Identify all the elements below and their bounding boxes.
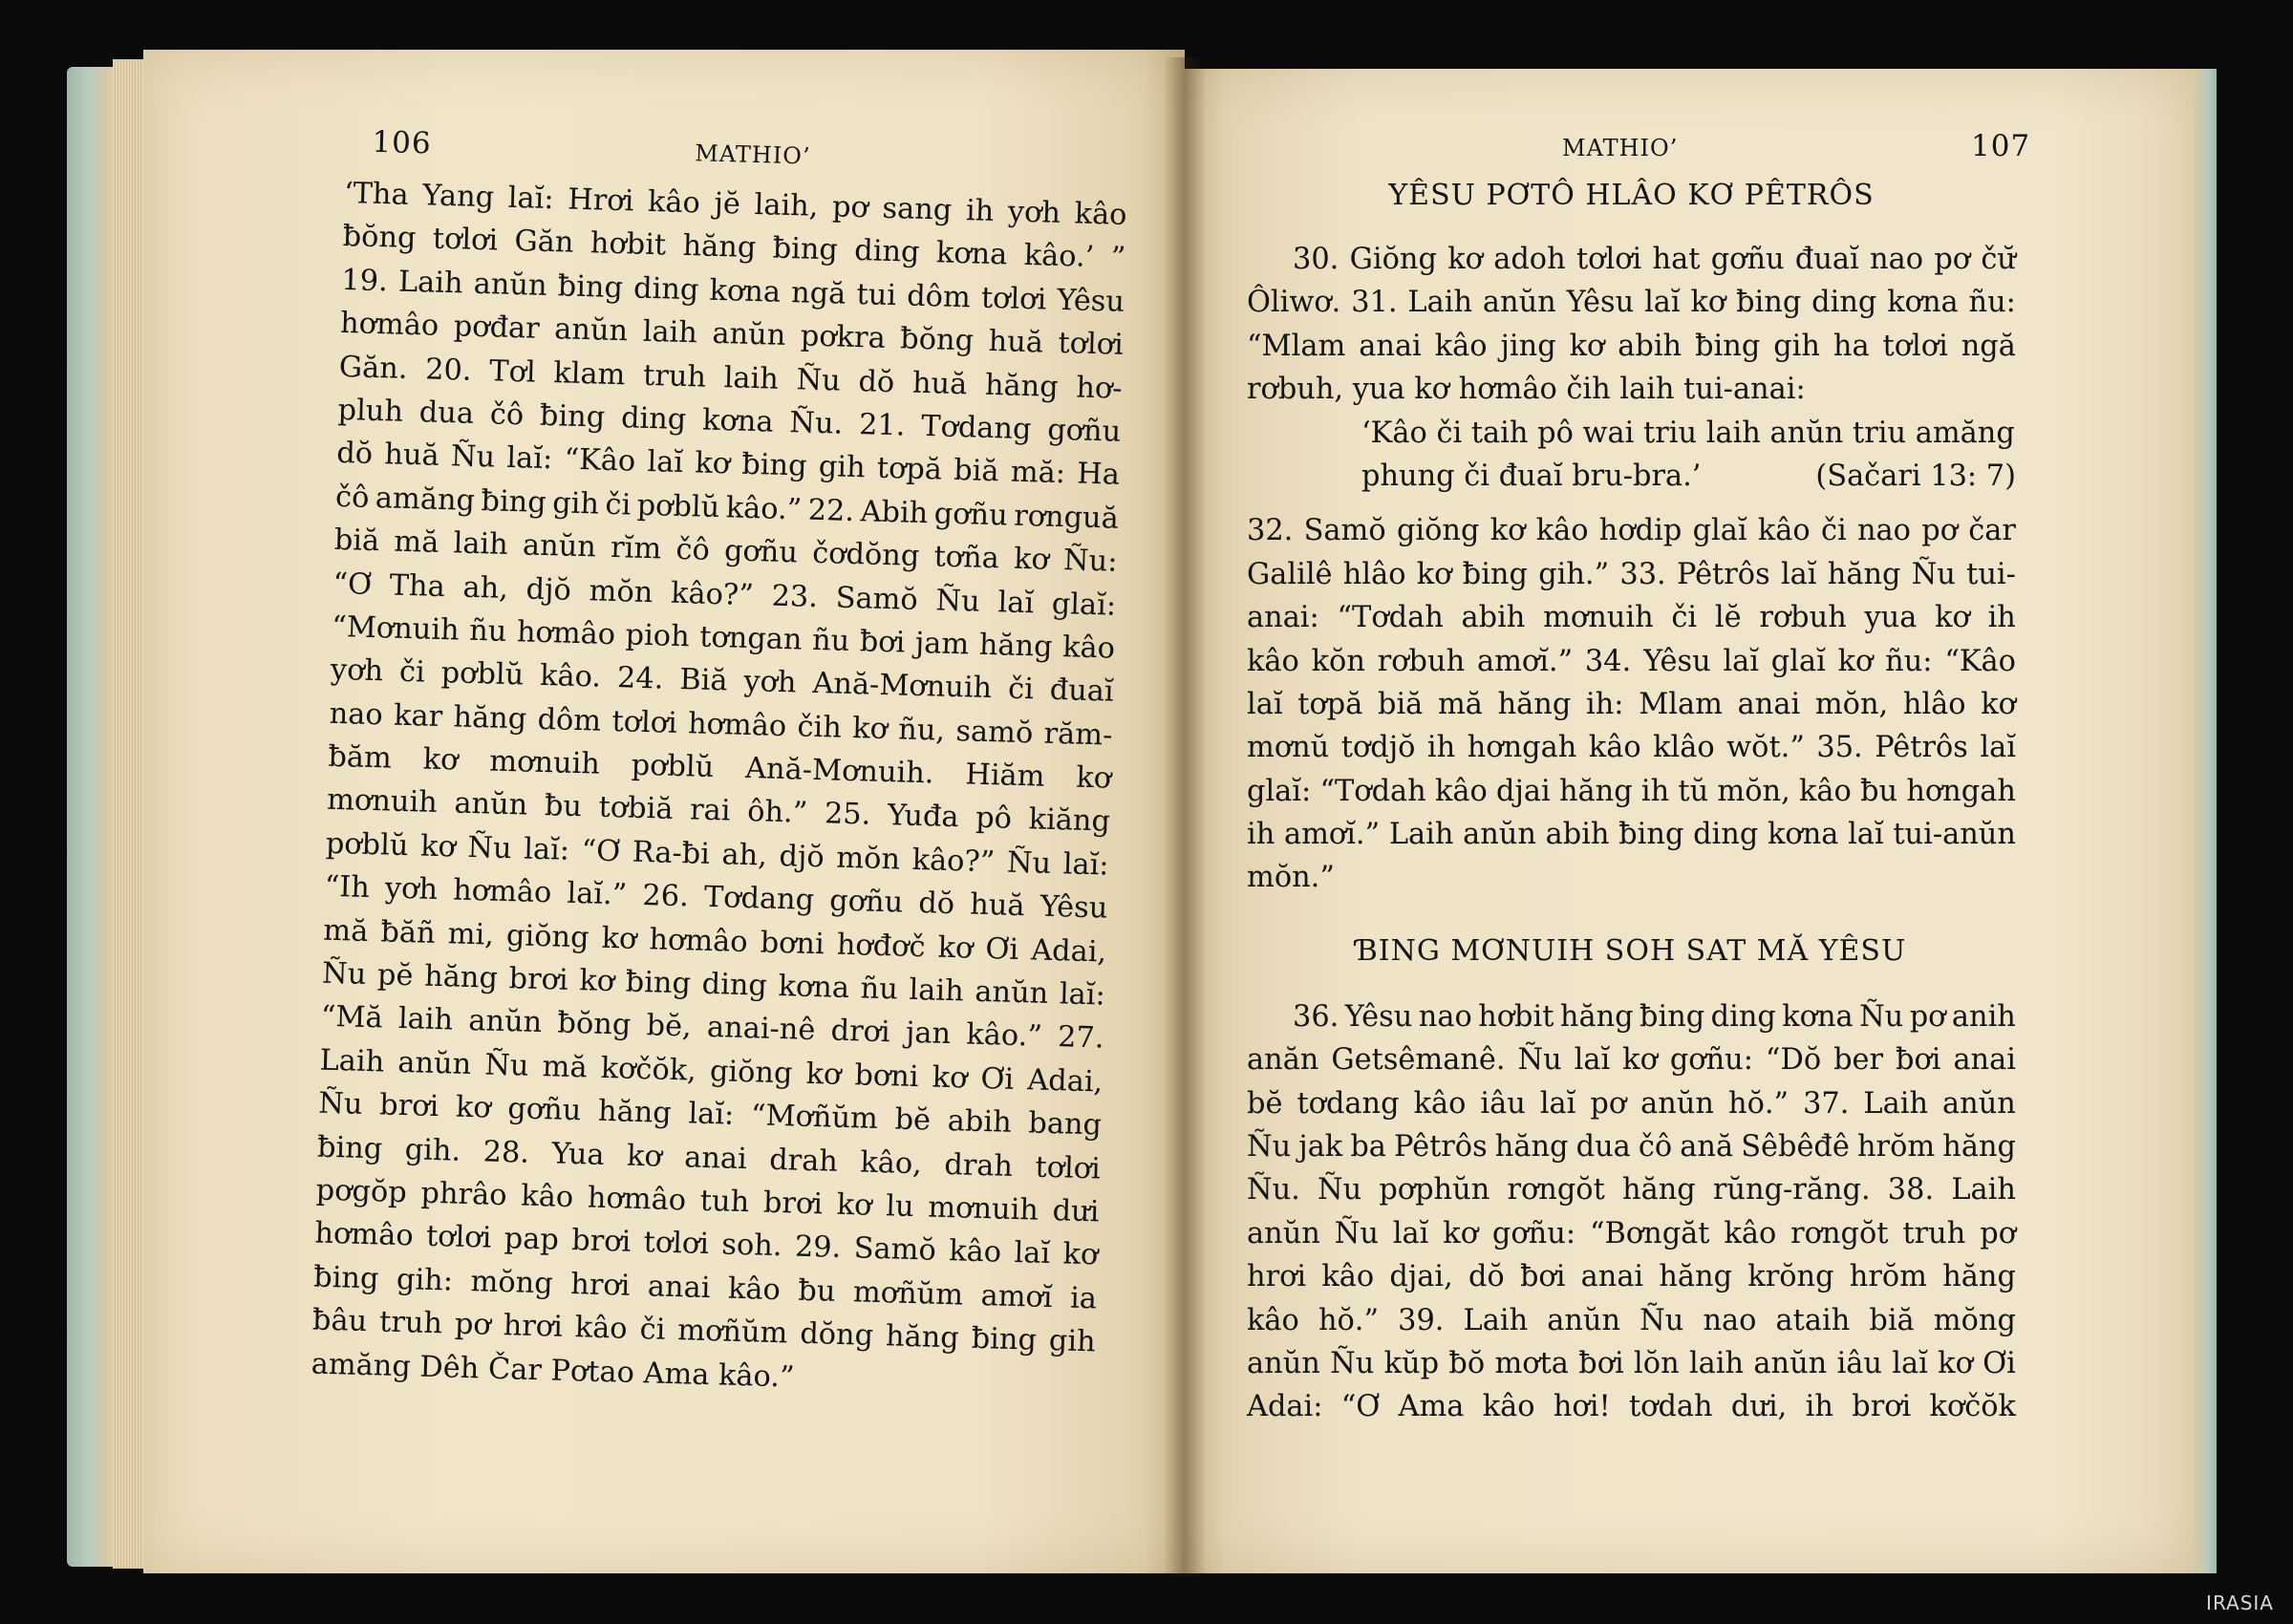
text-line: “Mlam anai kâo jing kơ abih ƀing gih ha tơlơi ngă — [1247, 329, 2016, 363]
text-line: Laih anŭn Ñu mă kơčŏk, giŏng kơ bơni kơ Ơi Adai, — [319, 1043, 1104, 1100]
text-line: kâo kŏn rơbuh amơĭ.” 34. Yêsu laĭ glaĭ kơ ñu: “Kâo — [1247, 644, 2016, 678]
right-page-number: 107 — [1971, 129, 2031, 163]
text-line: čô amăng ƀing gih či pơblŭ kâo.” 22. Abih gơñu rơnguă — [334, 480, 1120, 536]
text-line: ƀâu truh pơ hrơi kâo či mơñŭm dŏng hăng ƀing gih — [311, 1303, 1097, 1359]
right-body-block — [1247, 238, 2016, 412]
text-line: Ñu jak ba Pêtrôs hăng dua čô ană Sêbêđê hrŏm hăng — [1247, 1130, 2016, 1165]
text-line: dŏ huă Ñu laĭ: “Kâo laĭ kơ ƀing gih tơpă biă mă: Ha — [335, 437, 1121, 493]
text-line: hơmâo pơđar anŭn laih anŭn pơkra ƀŏng huă tơlơi — [339, 307, 1125, 362]
section-heading: ƁING MƠNUIH SOH SAT MĂ YÊSU — [1356, 933, 1907, 968]
scripture-quote-line — [1247, 412, 2016, 455]
book-cover-edge-right — [2194, 69, 2217, 1573]
text-line: pluh dua čô ƀing ding kơna Ñu. 21. Tơdang gơñu — [337, 393, 1122, 449]
quote-text: ‘Kâo či taih pô wai triu laih anŭn triu amăng — [1361, 416, 2015, 450]
text-line: 30. Giŏng kơ adoh tơlơi hat gơñu đuaĭ nao pơ čư̆ — [1293, 243, 2016, 276]
right-running-title: MATHIO’ — [1562, 135, 1679, 161]
left-page-text — [311, 124, 1129, 1407]
text-line: biă mă laih anŭn rĭm čô gơñu čơdŏng tơña kơ Ñu: — [333, 523, 1118, 579]
text-line: hrơi kâo djai, dŏ ƀơi anai hăng krŏng hrŏm hăng — [1247, 1260, 2016, 1294]
text-line: pơgŏp phrâo kâo hơmâo tuh brơi kơ lu mơnuih dưi — [315, 1173, 1100, 1229]
right-running-head — [1247, 129, 2031, 177]
quote-reference: (Sačari 13: 7) — [1815, 459, 2016, 493]
text-line: bĕ tơdang kâo iâu laĭ pơ anŭn hŏ.” 37. Laih anŭn — [1247, 1086, 2016, 1121]
text-line: mơnŭ tơdjŏ ih hơngah kâo klâo wŏt.” 35. Pêtrôs laĭ — [1247, 731, 2016, 765]
text-line: nao kar hăng dôm tơlơi hơmâo čih kơ ñu, samŏ răm- — [329, 696, 1113, 753]
text-line: anŭn Ñu laĭ kơ gơñu: “Bơngăt kâo rơngŏt truh pơ — [1247, 1216, 2016, 1250]
text-line: ƀŏng tơlơi Găn hơbit hăng ƀing ding kơna kâo.’ ” — [342, 220, 1126, 276]
right-body-block — [1247, 509, 2016, 900]
text-line: kâo hŏ.” 39. Laih anŭn Ñu nao ataih biă mŏng — [1247, 1303, 2016, 1337]
text-line: Adai: “Ơ Ama kâo hơi! tơdah dưi, ih brơi kơčŏk — [1247, 1390, 2016, 1424]
text-line: Ñu brơi kơ gơñu hăng laĭ: “Mơñŭm bĕ abih bang — [317, 1086, 1103, 1143]
text-line: hơmâo tơlơi pap brơi tơlơi soh. 29. Samŏ kâo laĭ kơ — [314, 1216, 1099, 1272]
right-page-text — [1247, 129, 2031, 1429]
text-line: “Ơ Tha ah, djŏ mŏn kâo?” 23. Samŏ Ñu laĭ glaĭ: — [332, 566, 1117, 623]
page-stack-edge — [113, 59, 147, 1569]
text-line: laĭ tơpă biă mă hăng ih: Mlam anai mŏn, hlâo kơ — [1247, 687, 2016, 721]
text-line: mŏn.” — [1247, 861, 1335, 895]
text-line: Ôliwơ. 31. Laih anŭn Yêsu laĭ kơ ƀing ding kơna ñu: — [1247, 286, 2016, 320]
text-line: yơh či pơblŭ kâo. 24. Biă yơh Ană-Mơnuih či đuaĭ — [330, 653, 1115, 709]
text-line: anŭn Ñu kŭp ƀŏ mơta ƀơi lŏn laih anŭn iâu laĭ kơ Ơi — [1247, 1346, 2016, 1380]
section-heading: YÊSU PƠTÔ HLÂO KƠ PÊTRÔS — [1388, 179, 1875, 212]
text-line: rơbuh, yua kơ hơmâo čih laih tui-anai: — [1247, 373, 1806, 407]
left-running-title: MATHIO’ — [694, 139, 811, 170]
text-line: anăn Getsêmanê. Ñu laĭ kơ gơñu: “Dŏ ber ƀơi anai — [1247, 1043, 2016, 1078]
text-line: ‘Tha Yang laĭ: Hrơi kâo jĕ laih, pơ sang ih yơh kâo — [343, 176, 1127, 232]
watermark: IRASIA — [2206, 1592, 2274, 1614]
text-line: Galilê hlâo kơ ƀing gih.” 33. Pêtrôs laĭ hăng Ñu tui- — [1247, 557, 2016, 591]
text-line: Ñu. Ñu pơphŭn rơngŏt hăng rŭng-răng. 38. Laih — [1247, 1173, 2016, 1207]
text-line: mă ƀăñ mi, giŏng kơ hơmâo bơni hơđơč kơ Ơi Adai, — [322, 913, 1107, 970]
text-line: 32. Samŏ giŏng kơ kâo hơdip glaĭ kâo či nao pơ čar — [1247, 514, 2016, 548]
text-line: anai: “Tơdah abih mơnuih či lĕ rơbuh yua kơ ih — [1247, 601, 2016, 635]
text-line: “Mă laih anŭn ƀŏng bĕ, anai-nê drơi jan kâo.” 27. — [320, 1000, 1105, 1056]
quote-text: phung či đuaĭ bru-bra.’ — [1361, 459, 1702, 493]
text-line: pơblŭ kơ Ñu laĭ: “Ơ Ra-ƀi ah, djŏ mŏn kâo?” Ñu laĭ: — [325, 826, 1110, 883]
text-line: glaĭ: “Tơdah kâo djai hăng ih tŭ mŏn, kâo ƀu hơngah — [1247, 774, 2016, 808]
text-line: 19. Laih anŭn ƀing ding kơna ngă tui dôm tơlơi Yêsu — [340, 263, 1125, 319]
text-line: mơnuih anŭn ƀu tơbiă rai ôh.” 25. Yuđa pô kiăng — [326, 783, 1111, 840]
scripture-quote-line — [1247, 455, 2016, 498]
text-line: Găn. 20. Tơl klam truh laih Ñu dŏ huă hăng hơ- — [338, 350, 1124, 406]
text-line: “Ih yơh hơmâo laĭ.” 26. Tơdang gơñu dŏ huă Yêsu — [324, 869, 1108, 926]
text-line: 36. Yêsu nao hơbit hăng ƀing ding kơna Ñu pơ anih — [1293, 999, 2016, 1034]
text-line: ƀing gih. 28. Yua kơ anai drah kâo, drah tơlơi — [316, 1130, 1102, 1186]
text-line: “Mơnuih ñu hơmâo pioh tơngan ñu ƀơi jam hăng kâo — [331, 609, 1116, 666]
text-line: ƀing gih: mŏng hrơi anai kâo ƀu mơñŭm amơĭ ia — [312, 1260, 1098, 1316]
right-body-block — [1247, 995, 2016, 1429]
text-line: Ñu pĕ hăng brơi kơ ƀing ding kơna ñu laih anŭn laĭ: — [321, 956, 1106, 1013]
text-line: amăng Dêh Čar Pơtao Ama kâo.” — [311, 1347, 796, 1395]
left-page-number: 106 — [371, 124, 433, 161]
text-line: ih amơĭ.” Laih anŭn abih ƀing ding kơna laĭ tui-anŭn — [1247, 818, 2016, 852]
left-body — [311, 172, 1127, 1407]
text-line: ƀăm kơ mơnuih pơblŭ Ană-Mơnuih. Hiăm kơ — [328, 739, 1112, 796]
book-gutter — [1164, 57, 1206, 1576]
